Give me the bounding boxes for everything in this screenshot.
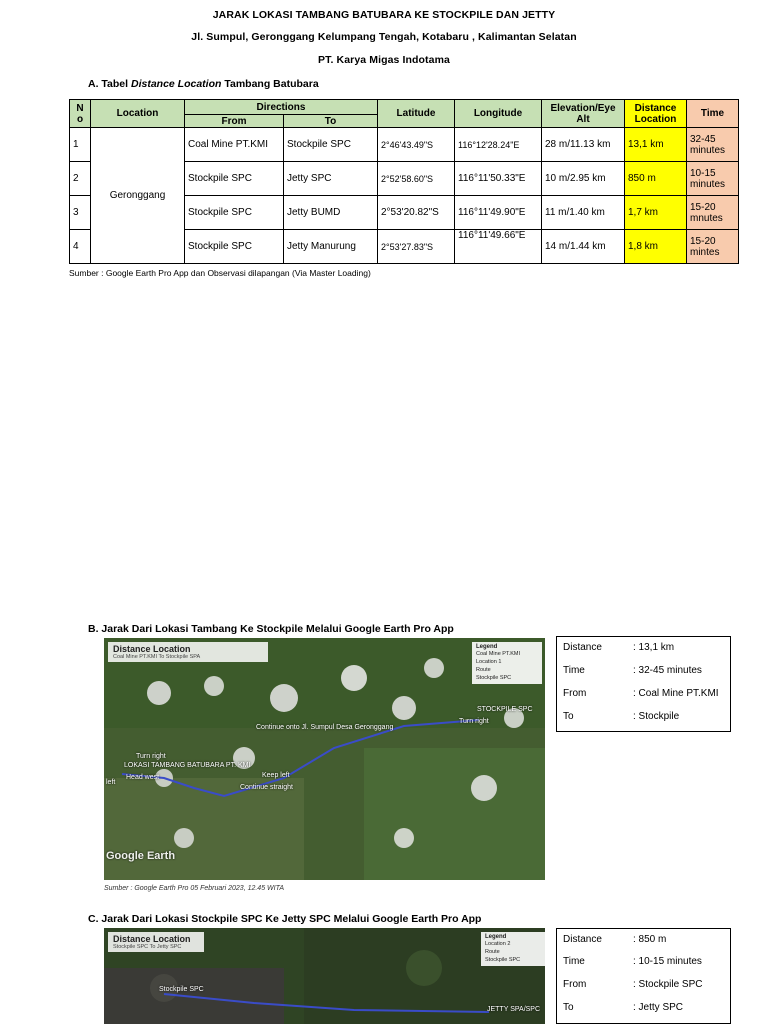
info-box-c: Distance : 850 m Time : 10-15 minutes From : Stockpile SPC To : Jetty SPC bbox=[556, 928, 731, 1024]
pin-turn-right: Turn right bbox=[136, 753, 166, 760]
cell-no: 1 bbox=[70, 128, 91, 162]
pin-jetty: JETTY SPA/SPC bbox=[487, 1006, 541, 1013]
section-b-title: B. Jarak Dari Lokasi Tambang Ke Stockpile Melalui Google Earth Pro App bbox=[88, 623, 454, 635]
col-to: To bbox=[284, 115, 378, 128]
source-b: Sumber : Google Earth Pro 05 Februari 2023, 12.45 WITA bbox=[104, 885, 285, 892]
cell-dist: 850 m bbox=[625, 162, 687, 196]
cell-elev: 11 m/1.40 km bbox=[542, 196, 625, 230]
pin-continue-straight: Continue straight bbox=[240, 784, 293, 791]
map-label: Distance Location Stockpile SPC To Jetty SPC bbox=[108, 932, 204, 952]
cell-no: 3 bbox=[70, 196, 91, 230]
pin-stockpile: STOCKPILE SPC bbox=[477, 706, 533, 713]
cell-elev: 28 m/11.13 km bbox=[542, 128, 625, 162]
document-address: Jl. Sumpul, Geronggang Kelumpang Tengah, Kotabaru , Kalimantan Selatan bbox=[191, 31, 577, 43]
cell-lon: 116°12'28.24"E bbox=[455, 128, 542, 162]
map-legend: Legend Location 2 Route Stockpile SPC bbox=[481, 932, 545, 966]
col-longitude: Longitude bbox=[455, 100, 542, 128]
company-name: PT. Karya Migas Indotama bbox=[318, 54, 450, 66]
map-legend: Legend Coal Mine PT.KMI Location 1 Route Stockpile SPC bbox=[472, 642, 542, 684]
pin-keep-left: Keep left bbox=[262, 772, 290, 779]
cell-dist: 1,7 km bbox=[625, 196, 687, 230]
cell-lat: 2°53'20.82"S bbox=[378, 196, 455, 230]
cell-to: Stockpile SPC bbox=[284, 128, 378, 162]
cell-location: Geronggang bbox=[91, 128, 185, 264]
pin-stockpile: Stockpile SPC bbox=[159, 986, 204, 993]
cell-lat: 2°52'58.60"S bbox=[378, 162, 455, 196]
cell-from: Coal Mine PT.KMI bbox=[185, 128, 284, 162]
cell-no: 2 bbox=[70, 162, 91, 196]
cell-time: 10-15 minutes bbox=[687, 162, 739, 196]
cell-lon: 116°11'49.90"E bbox=[455, 196, 542, 230]
document-title: JARAK LOKASI TAMBANG BATUBARA KE STOCKPILE DAN JETTY bbox=[212, 9, 556, 21]
cell-elev: 14 m/1.44 km bbox=[542, 230, 625, 264]
pin-mine-location: LOKASI TAMBANG BATUBARA PT. KMI bbox=[124, 762, 251, 769]
map-image-c bbox=[104, 928, 545, 1024]
cell-to: Jetty SPC bbox=[284, 162, 378, 196]
col-location: Location bbox=[91, 100, 185, 128]
cell-lon: 116°11'49.66"E bbox=[455, 230, 542, 264]
cell-to: Jetty Manurung bbox=[284, 230, 378, 264]
pin-head-west: Head west bbox=[126, 774, 160, 781]
cell-lon: 116°11'50.33"E bbox=[455, 162, 542, 196]
cell-lat: 2°53'27.83"S bbox=[378, 230, 455, 264]
cell-dist: 13,1 km bbox=[625, 128, 687, 162]
col-elevation: Elevation/Eye Alt bbox=[542, 100, 625, 128]
cell-from: Stockpile SPC bbox=[185, 162, 284, 196]
pin-continue-onto: Continue onto Jl. Sumpul Desa Geronggang bbox=[256, 724, 394, 731]
source-note: Sumber : Google Earth Pro App dan Observasi dilapangan (Via Master Loading) bbox=[69, 268, 371, 278]
pin-turn-right: Turn right bbox=[459, 718, 489, 725]
cell-dist: 1,8 km bbox=[625, 230, 687, 264]
google-earth-logo: Google Earth bbox=[106, 850, 176, 862]
col-latitude: Latitude bbox=[378, 100, 455, 128]
col-no: N o bbox=[70, 100, 91, 128]
map-image-b bbox=[104, 638, 545, 880]
cell-time: 15-20 mnutes bbox=[687, 196, 739, 230]
col-distance: Distance Location bbox=[625, 100, 687, 128]
pin-left: left bbox=[106, 779, 116, 786]
col-time: Time bbox=[687, 100, 739, 128]
distance-table bbox=[69, 99, 739, 264]
cell-time: 15-20 mintes bbox=[687, 230, 739, 264]
cell-lat: 2°46'43.49"S bbox=[378, 128, 455, 162]
cell-time: 32-45 minutes bbox=[687, 128, 739, 162]
cell-elev: 10 m/2.95 km bbox=[542, 162, 625, 196]
col-directions: Directions bbox=[185, 100, 378, 115]
cell-to: Jetty BUMD bbox=[284, 196, 378, 230]
info-box-b: Distance : 13,1 km Time : 32-45 minutes From : Coal Mine PT.KMI To : Stockpile bbox=[556, 636, 731, 732]
cell-from: Stockpile SPC bbox=[185, 230, 284, 264]
section-c-title: C. Jarak Dari Lokasi Stockpile SPC Ke Jetty SPC Melalui Google Earth Pro App bbox=[88, 913, 482, 925]
table-row bbox=[70, 128, 739, 162]
section-a-title: A. Tabel Distance Location Tambang Batubara bbox=[88, 78, 319, 90]
cell-from: Stockpile SPC bbox=[185, 196, 284, 230]
col-from: From bbox=[185, 115, 284, 128]
map-label: Distance Location Coal Mine PT.KMI To Stockpile SPA bbox=[108, 642, 268, 662]
cell-no: 4 bbox=[70, 230, 91, 264]
